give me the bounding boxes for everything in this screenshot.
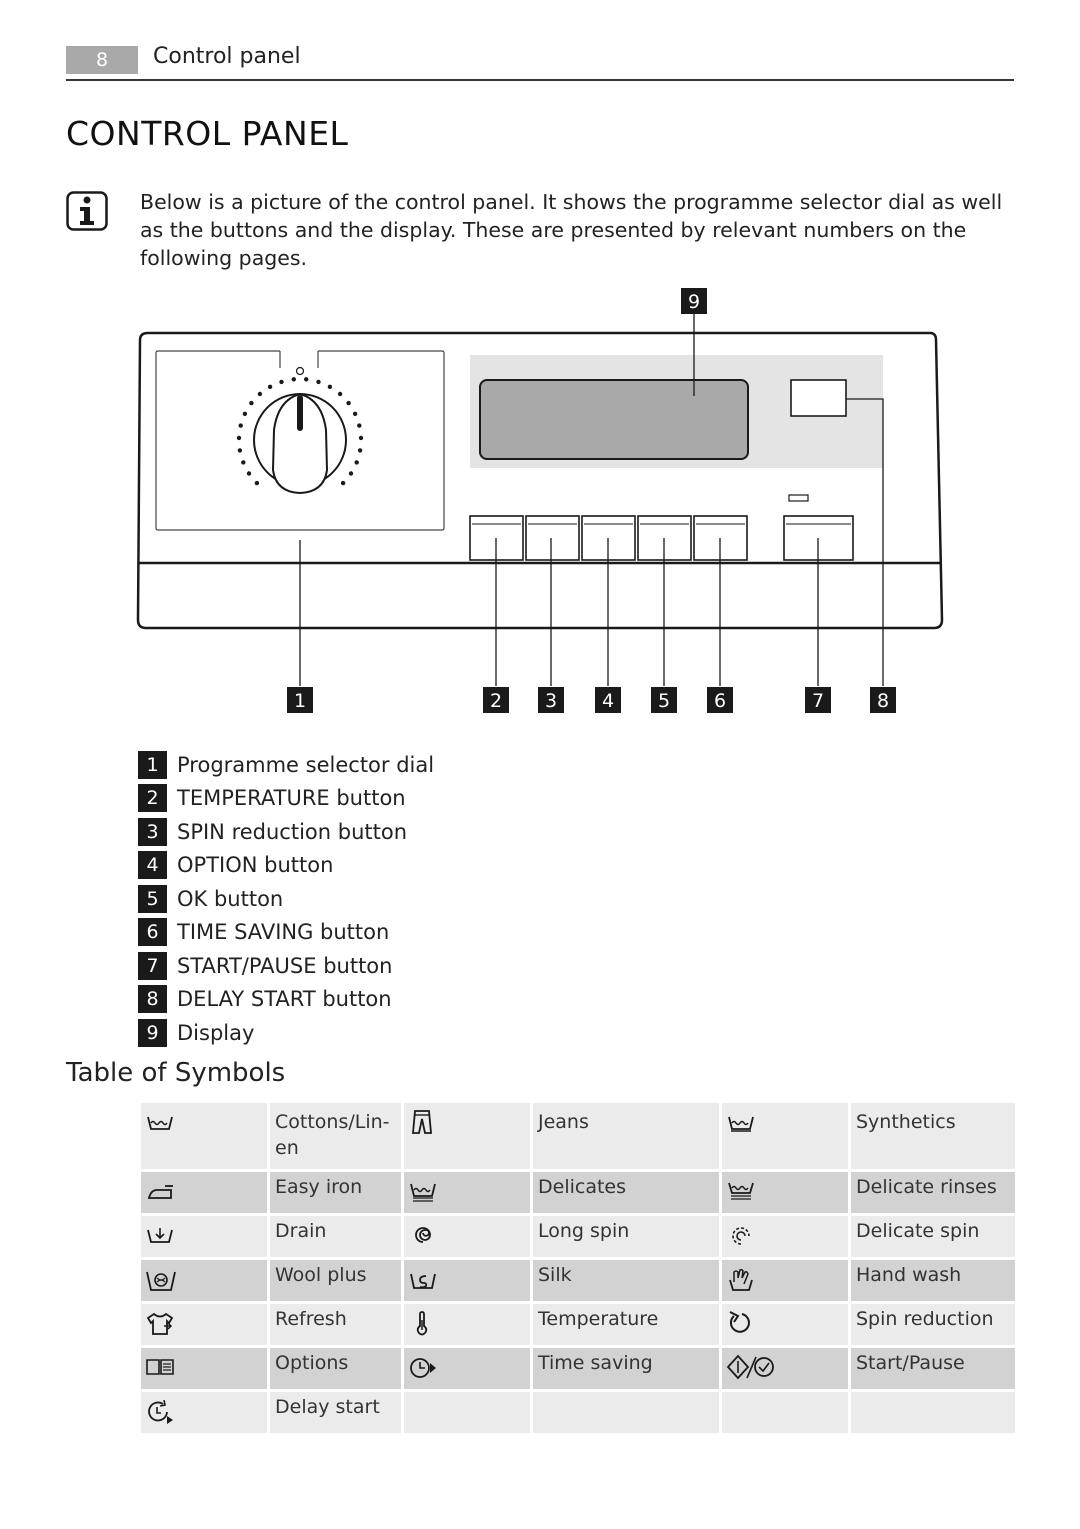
symbol-icon-cell bbox=[722, 1392, 848, 1433]
dial-dot bbox=[359, 436, 363, 440]
intro-text: Below is a picture of the control panel. It shows the programme selector dial as well as the buttons and the display. These are presented by relevant numbers on the following pages. bbox=[140, 190, 1003, 270]
symbol-label: Spin reduction bbox=[856, 1308, 994, 1330]
callout-3 bbox=[538, 687, 564, 713]
spin-reduction-button bbox=[526, 516, 579, 560]
legend-number: 6 bbox=[138, 918, 167, 946]
symbol-label: Options bbox=[275, 1352, 349, 1374]
symbol-icon-cell bbox=[722, 1216, 848, 1257]
dial-dot bbox=[238, 448, 242, 452]
dial-dot bbox=[241, 460, 245, 464]
symbol-label: Time saving bbox=[538, 1352, 653, 1374]
symbol-label-cell bbox=[851, 1216, 1015, 1257]
legend-item bbox=[138, 815, 434, 849]
synthetics-tub-icon bbox=[726, 1109, 758, 1137]
symbol-label: Drain bbox=[275, 1220, 327, 1242]
symbol-label-cell bbox=[533, 1348, 719, 1389]
callout-9 bbox=[681, 288, 707, 314]
legend-label: Programme selector dial bbox=[177, 752, 435, 777]
legend-number: 9 bbox=[138, 1019, 167, 1047]
callout-7 bbox=[805, 687, 831, 713]
delicate-spin-icon bbox=[726, 1222, 758, 1250]
section-header: Control panel bbox=[153, 44, 301, 69]
delicate-rinses-icon bbox=[726, 1178, 758, 1206]
symbol-label-cell bbox=[851, 1260, 1015, 1301]
symbol-label-cell bbox=[533, 1103, 719, 1169]
dial-dot bbox=[346, 401, 350, 405]
symbol-label-cell bbox=[851, 1348, 1015, 1389]
legend-item bbox=[138, 1016, 434, 1050]
callout-1 bbox=[287, 687, 313, 713]
dial-dot bbox=[358, 448, 362, 452]
symbol-label: Hand wash bbox=[856, 1264, 962, 1286]
symbol-label-cell bbox=[533, 1392, 719, 1433]
symbol-label: Delicate spin bbox=[856, 1220, 980, 1242]
symbol-label: Delay start bbox=[275, 1396, 380, 1418]
symbols-table bbox=[138, 1100, 1018, 1436]
callout-number: 8 bbox=[876, 690, 890, 712]
legend-label: SPIN reduction button bbox=[177, 819, 408, 844]
dial-dot bbox=[247, 471, 251, 475]
symbol-label: Silk bbox=[538, 1264, 572, 1286]
jeans-icon bbox=[408, 1109, 440, 1137]
symbol-icon-cell bbox=[722, 1103, 848, 1169]
symbol-label: Synthetics bbox=[856, 1111, 956, 1133]
dial-dot bbox=[239, 423, 243, 427]
hand-wash-icon bbox=[726, 1266, 758, 1294]
symbol-label-cell bbox=[851, 1304, 1015, 1345]
symbol-icon-cell bbox=[404, 1260, 530, 1301]
callout-4 bbox=[595, 687, 621, 713]
symbol-row bbox=[141, 1103, 1015, 1169]
dial-dot bbox=[292, 377, 296, 381]
dial-dot bbox=[349, 471, 353, 475]
symbol-row bbox=[141, 1304, 1015, 1345]
dial-dot bbox=[249, 401, 253, 405]
legend-number: 1 bbox=[138, 751, 167, 779]
legend-number: 7 bbox=[138, 952, 167, 980]
symbol-row bbox=[141, 1392, 1015, 1433]
callout-number: 3 bbox=[544, 690, 558, 712]
legend-number: 4 bbox=[138, 851, 167, 879]
start-pause-led bbox=[789, 495, 808, 501]
legend-number: 5 bbox=[138, 885, 167, 913]
symbol-label-cell bbox=[851, 1172, 1015, 1213]
dial-dot bbox=[353, 412, 357, 416]
symbol-label: Start/Pause bbox=[856, 1352, 965, 1374]
symbol-label-cell bbox=[851, 1103, 1015, 1169]
symbol-label: en bbox=[275, 1137, 299, 1159]
options-book-icon bbox=[145, 1354, 177, 1382]
symbol-label: Delicate rinses bbox=[856, 1176, 997, 1198]
legend-list bbox=[138, 748, 434, 1050]
legend-number: 2 bbox=[138, 784, 167, 812]
symbol-icon-cell bbox=[141, 1348, 267, 1389]
delay-start-button bbox=[791, 380, 846, 416]
dial-dot bbox=[328, 385, 332, 389]
symbol-icon-cell bbox=[141, 1392, 267, 1433]
dial-dot bbox=[304, 377, 308, 381]
symbol-label: Wool plus bbox=[275, 1264, 367, 1286]
callout-number: 7 bbox=[811, 690, 825, 712]
symbol-icon-cell bbox=[404, 1103, 530, 1169]
drain-icon bbox=[145, 1222, 177, 1250]
long-spin-icon bbox=[408, 1222, 440, 1250]
symbol-label: Easy iron bbox=[275, 1176, 363, 1198]
callout-number: 9 bbox=[687, 291, 701, 313]
silk-icon bbox=[408, 1266, 440, 1294]
symbol-label: Long spin bbox=[538, 1220, 630, 1242]
legend-item bbox=[138, 916, 434, 950]
callout-5 bbox=[651, 687, 677, 713]
symbol-row bbox=[141, 1348, 1015, 1389]
symbol-icon-cell bbox=[404, 1216, 530, 1257]
symbol-icon-cell bbox=[722, 1260, 848, 1301]
dial-dot bbox=[237, 436, 241, 440]
dial-dot bbox=[341, 481, 345, 485]
thermometer-icon bbox=[408, 1310, 440, 1338]
symbol-label: Refresh bbox=[275, 1308, 347, 1330]
legend-label: OK button bbox=[177, 886, 284, 911]
time-saving-icon bbox=[408, 1354, 440, 1382]
callout-number: 5 bbox=[657, 690, 671, 712]
legend-label: OPTION button bbox=[177, 853, 334, 878]
symbol-label: Cottons/Lin- bbox=[275, 1111, 390, 1133]
symbol-icon-cell bbox=[404, 1392, 530, 1433]
dial-dot bbox=[355, 460, 359, 464]
page-number: 8 bbox=[66, 46, 138, 74]
legend-item bbox=[138, 983, 434, 1017]
dial-dot bbox=[268, 385, 272, 389]
symbol-label-cell bbox=[533, 1304, 719, 1345]
symbol-label-cell bbox=[270, 1260, 401, 1301]
symbol-label-cell bbox=[533, 1260, 719, 1301]
symbol-label-cell bbox=[533, 1216, 719, 1257]
symbol-label: Delicates bbox=[538, 1176, 627, 1198]
callout-2 bbox=[483, 687, 509, 713]
symbol-label-cell bbox=[270, 1172, 401, 1213]
spin-reduction-icon bbox=[726, 1310, 758, 1338]
callout-number: 2 bbox=[489, 690, 503, 712]
symbol-icon-cell bbox=[404, 1348, 530, 1389]
legend-number: 8 bbox=[138, 985, 167, 1013]
callout-6 bbox=[707, 687, 733, 713]
legend-item bbox=[138, 748, 434, 782]
symbol-label-cell bbox=[270, 1216, 401, 1257]
legend-item bbox=[138, 849, 434, 883]
symbols-title: Table of Symbols bbox=[66, 1058, 286, 1088]
symbol-label-cell bbox=[851, 1392, 1015, 1433]
programme-dial bbox=[254, 394, 346, 493]
cottons-tub-icon bbox=[145, 1109, 177, 1137]
legend-label: Display bbox=[177, 1020, 255, 1045]
legend-label: DELAY START button bbox=[177, 987, 392, 1012]
symbol-label-cell bbox=[270, 1304, 401, 1345]
legend-label: START/PAUSE button bbox=[177, 953, 393, 978]
callout-number: 4 bbox=[601, 690, 615, 712]
symbol-icon-cell bbox=[141, 1103, 267, 1169]
symbol-icon-cell bbox=[722, 1172, 848, 1213]
symbol-label-cell bbox=[533, 1172, 719, 1213]
dial-dot bbox=[357, 423, 361, 427]
dial-dot bbox=[316, 380, 320, 384]
legend-item bbox=[138, 782, 434, 816]
symbol-icon-cell bbox=[141, 1304, 267, 1345]
symbol-icon-cell bbox=[722, 1348, 848, 1389]
callout-number: 6 bbox=[713, 690, 727, 712]
symbol-label-cell bbox=[270, 1348, 401, 1389]
dial-dot bbox=[258, 392, 262, 396]
symbol-icon-cell bbox=[141, 1216, 267, 1257]
callout-number: 1 bbox=[293, 690, 307, 712]
iron-icon bbox=[145, 1178, 177, 1206]
delay-start-icon bbox=[145, 1398, 177, 1426]
symbol-icon-cell bbox=[141, 1260, 267, 1301]
symbol-label-cell bbox=[270, 1392, 401, 1433]
symbol-row bbox=[141, 1216, 1015, 1257]
page-title: CONTROL PANEL bbox=[66, 114, 349, 153]
start-pause-icon bbox=[726, 1354, 776, 1382]
dial-dot bbox=[279, 380, 283, 384]
dial-marker bbox=[297, 368, 304, 375]
legend-item bbox=[138, 949, 434, 983]
legend-item bbox=[138, 882, 434, 916]
display-screen bbox=[480, 380, 748, 459]
dial-dot bbox=[243, 412, 247, 416]
symbol-icon-cell bbox=[404, 1172, 530, 1213]
refresh-shirt-icon bbox=[145, 1310, 177, 1338]
symbol-icon-cell bbox=[141, 1172, 267, 1213]
symbol-icon-cell bbox=[404, 1304, 530, 1345]
delicates-tub-icon bbox=[408, 1178, 440, 1206]
symbol-label: Temperature bbox=[538, 1308, 659, 1330]
dial-dot bbox=[338, 392, 342, 396]
legend-label: TIME SAVING button bbox=[177, 920, 390, 945]
symbol-row bbox=[141, 1172, 1015, 1213]
control-panel-diagram bbox=[0, 0, 1080, 740]
legend-number: 3 bbox=[138, 818, 167, 846]
wool-plus-icon bbox=[145, 1266, 177, 1294]
legend-label: TEMPERATURE button bbox=[177, 786, 406, 811]
symbol-label-cell bbox=[270, 1103, 401, 1169]
symbol-label: Jeans bbox=[538, 1111, 589, 1133]
symbol-icon-cell bbox=[722, 1304, 848, 1345]
callout-8 bbox=[870, 687, 896, 713]
dial-dot bbox=[255, 481, 259, 485]
symbol-row bbox=[141, 1260, 1015, 1301]
